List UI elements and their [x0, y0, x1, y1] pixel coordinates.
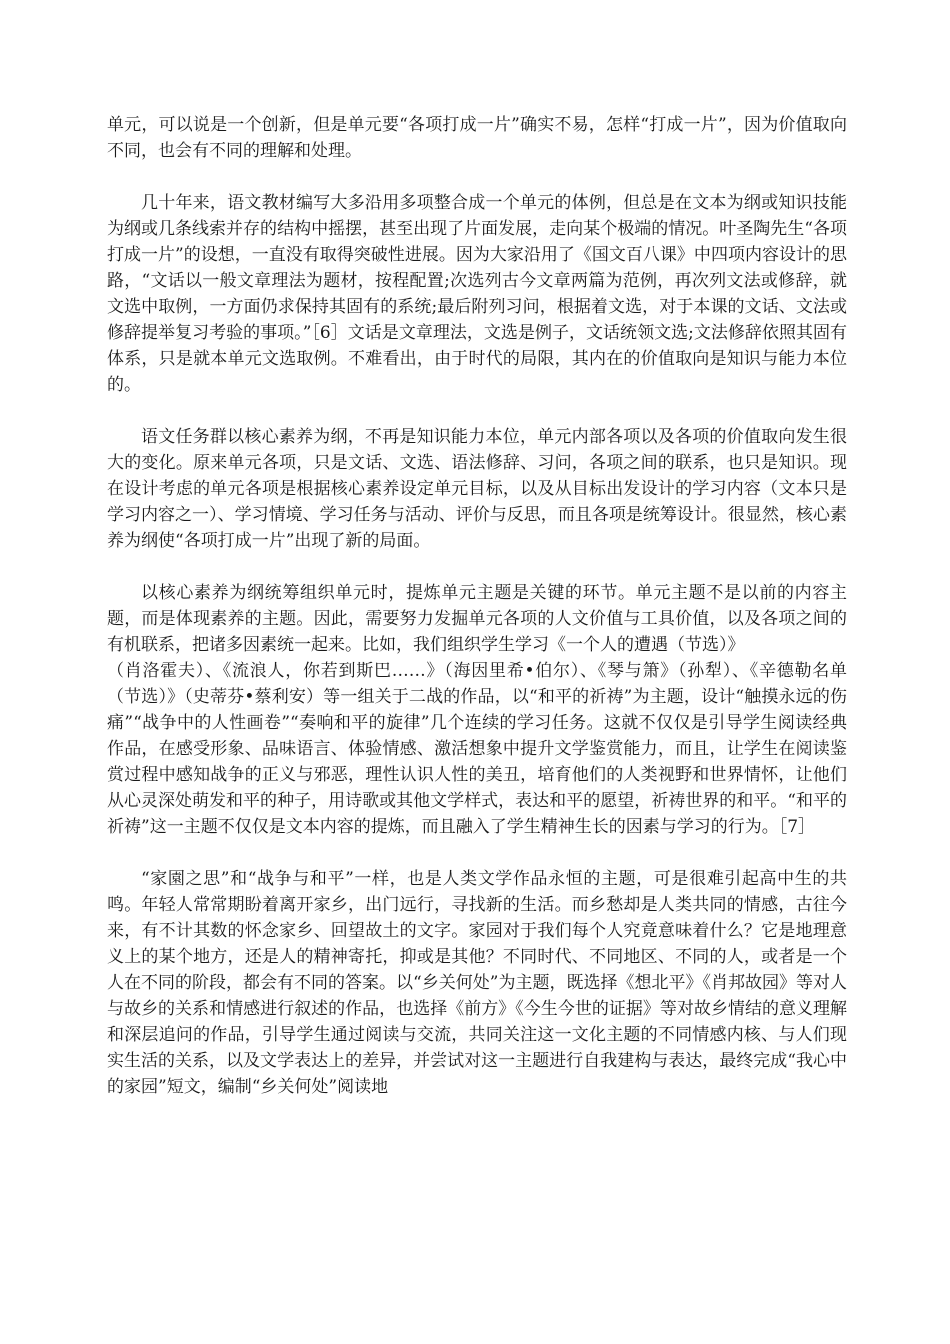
paragraph-3: 语文任务群以核心素养为纲，不再是知识能力本位，单元内部各项以及各项的价值取向发生很大的变化。原来单元各项，只是文话、文选、语法修辞、习问，各项之间的联系，也只是知识。现在设计考虑的单元各项是根据核心素养设定单元目标，以及从目标出发设计的学习内容（文本只是学习内容之一）、学习情境、学习任务与活动、评价与反思，而且各项是统筹设计。很显然，核心素养为纲使“各项打成一片”出现了新的局面。 [107, 427, 847, 551]
paragraph-1: 单元，可以说是一个创新，但是单元要“各项打成一片”确实不易，怎样“打成一片”，因为价值取向不同，也会有不同的理解和处理。 [107, 115, 847, 161]
paragraph-2: 几十年来，语文教材编写大多沿用多项整合成一个单元的体例，但总是在文本为纲或知识技能为纲或几条线索并存的结构中摇摆，甚至出现了片面发展，走向某个极端的情况。叶圣陶先生“各项打成一片”的设想，一直没有取得突破性进展。因为大家沿用了《国文百八课》中四项内容设计的思路，“文话以一般文章理法为题材，按程配置;次选列古今文章两篇为范例，再次列文法或修辞，就文选中取例，一方面仍求保持其固有的系统;最后附列习问，根据着文选，对于本课的文话、文法或修辞提举复习考验的事项。”［6］文话是文章理法，文选是例子，文话统领文选;文法修辞依照其固有体系，只是就本单元文选取例。不难看出，由于时代的局限，其内在的价值取向是知识与能力本位的。 [107, 193, 847, 395]
paragraph-4-part-2: （肖洛霍夫）、《流浪人，你若到斯巴……》（海因里希•伯尔）、《琴与箫》（孙犁）、《辛德勒名单（节选）》（史蒂芬•蔡利安）等一组关于二战的作品，以“和平的祈祷”为主题，设计“触摸永远的伤痛”“战争中的人性画卷”“奏响和平的旋律”几个连续的学习任务。这就不仅仅是引导学生阅读经典作品，在感受形象、品味语言、体验情感、激活想象中提升文学鉴赏能力，而且，让学生在阅读鉴赏过程中感知战争的正义与邪恶，理性认识人性的美丑，培育他们的人类视野和世界情怀，让他们从心灵深处萌发和平的种子，用诗歌或其他文学样式，表达和平的愿望，祈祷世界的和平。“和平的祈祷”这一主题不仅仅是文本内容的提炼，而且融入了学生精神生长的因素与学习的行为。［7］ [107, 661, 847, 837]
paragraph-4-part-1: 以核心素养为纲统筹组织单元时，提炼单元主题是关键的环节。单元主题不是以前的内容主题，而是体现素养的主题。因此，需要努力发掘单元各项的人文价值与工具价值，以及各项之间的有机联系，把诸多因素统一起来。比如，我们组织学生学习《一个人的遭遇（节选）》 [107, 583, 847, 655]
document-body [107, 112, 847, 1126]
paragraph-5: “家園之思”和“战争与和平”一样，也是人类文学作品永恒的主题，可是很难引起高中生的共鸣。年轻人常常期盼着离开家乡，出门远行，寻找新的生活。而乡愁却是人类共同的情感，古往今来，有不计其数的怀念家乡、回望故土的文字。家园对于我们每个人究竟意味着什么？它是地理意义上的某个地方，还是人的精神寄托，抑或是其他？不同时代、不同地区、不同的人，或者是一个人在不同的阶段，都会有不同的答案。以“乡关何处”为主题，既选择《想北平》《肖邦故园》等对人与故乡的关系和情感进行叙述的作品，也选择《前方》《今生今世的证据》等对故乡情结的意义理解和深层追问的作品，引导学生通过阅读与交流，共同关注这一文化主题的不同情感内核、与人们现实生活的关系，以及文学表达上的差异，并尝试对这一主题进行自我建构与表达，最终完成“我心中的家园”短文，编制“乡关何处”阅读地 [107, 869, 847, 1097]
